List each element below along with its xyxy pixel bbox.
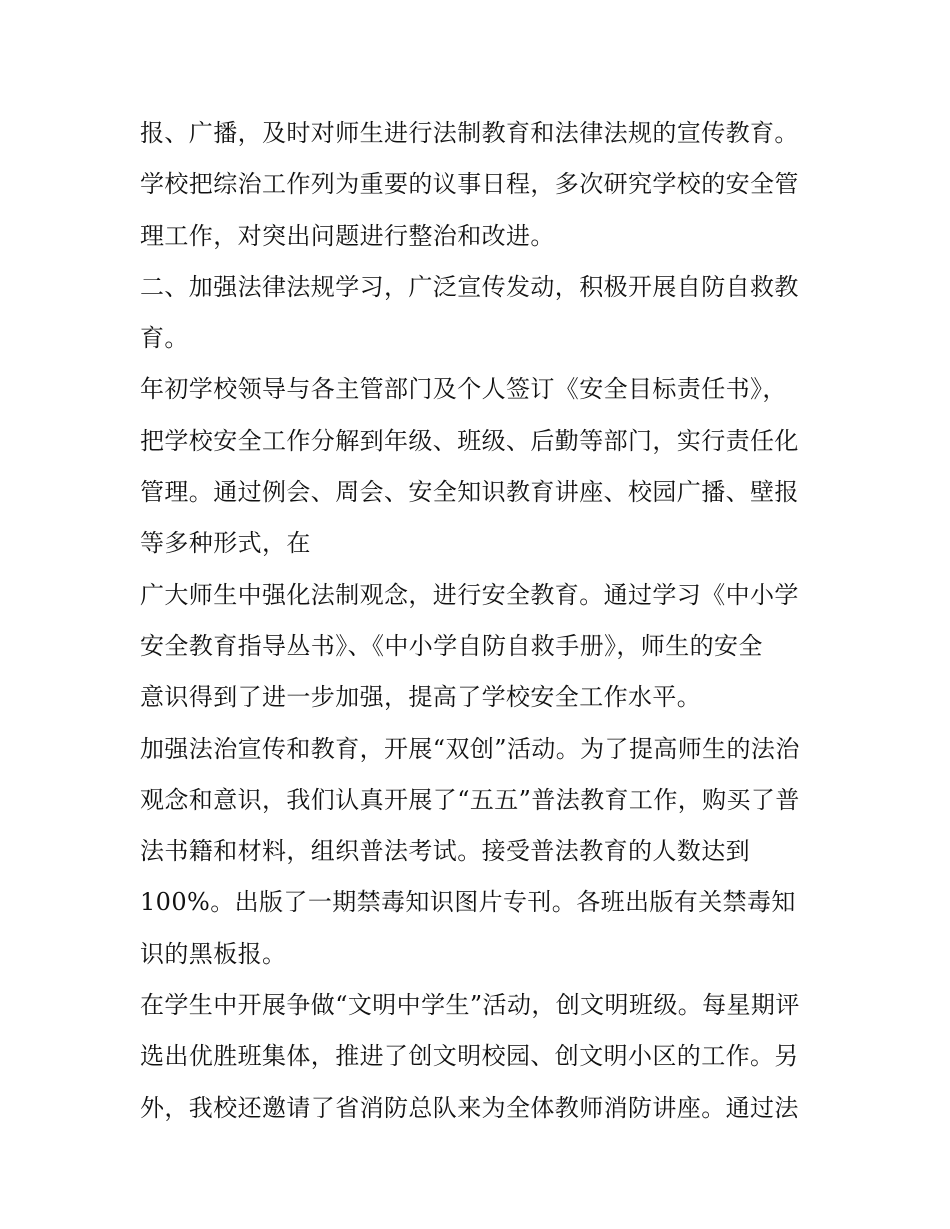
text-line: 加强法治宣传和教育，开展“双创”活动。为了提高师生的法治: [140, 734, 800, 763]
text-line: 法书籍和材料，组织普法考试。接受普法教育的人数达到: [140, 837, 750, 866]
text-line: 在学生中开展争做“文明中学生”活动，创文明班级。每星期评: [140, 991, 800, 1020]
text-line: 育。: [140, 324, 189, 353]
text-line: 等多种形式，在: [140, 529, 311, 558]
text-line: 100%。出版了一期禁毒知识图片专刊。各班出版有关禁毒知: [140, 888, 796, 917]
text-line: 选出优胜班集体，推进了创文明校园、创文明小区的工作。另: [140, 1042, 799, 1071]
text-line: 识的黑板报。: [140, 939, 287, 968]
text-line: 观念和意识，我们认真开展了“五五”普法教育工作，购买了普: [140, 785, 800, 814]
body-text: [140, 108, 830, 1134]
text-line: 学校把综治工作列为重要的议事日程，多次研究学校的安全管: [140, 170, 799, 199]
text-line: 年初学校领导与各主管部门及个人签订《安全目标责任书》，: [140, 375, 787, 404]
text-line: 意识得到了进一步加强，提高了学校安全工作水平。: [140, 683, 702, 712]
text-line: 管理。通过例会、周会、安全知识教育讲座、校园广播、壁报: [140, 478, 799, 507]
text-line: 报、广播，及时对师生进行法制教育和法律法规的宣传教育。: [140, 119, 799, 147]
text-line: 理工作，对突出问题进行整治和改进。: [140, 221, 555, 250]
text-line: 二、加强法律法规学习，广泛宣传发动，积极开展自防自救教: [140, 272, 799, 301]
text-line: 把学校安全工作分解到年级、班级、后勤等部门，实行责任化: [140, 426, 799, 455]
text-line: 外，我校还邀请了省消防总队来为全体教师消防讲座。通过法: [140, 1093, 799, 1122]
text-line: 安全教育指导丛书》、《中小学自防自救手册》，师生的安全: [140, 631, 763, 660]
text-line: 广大师生中强化法制观念，进行安全教育。通过学习《中小学: [140, 580, 799, 609]
